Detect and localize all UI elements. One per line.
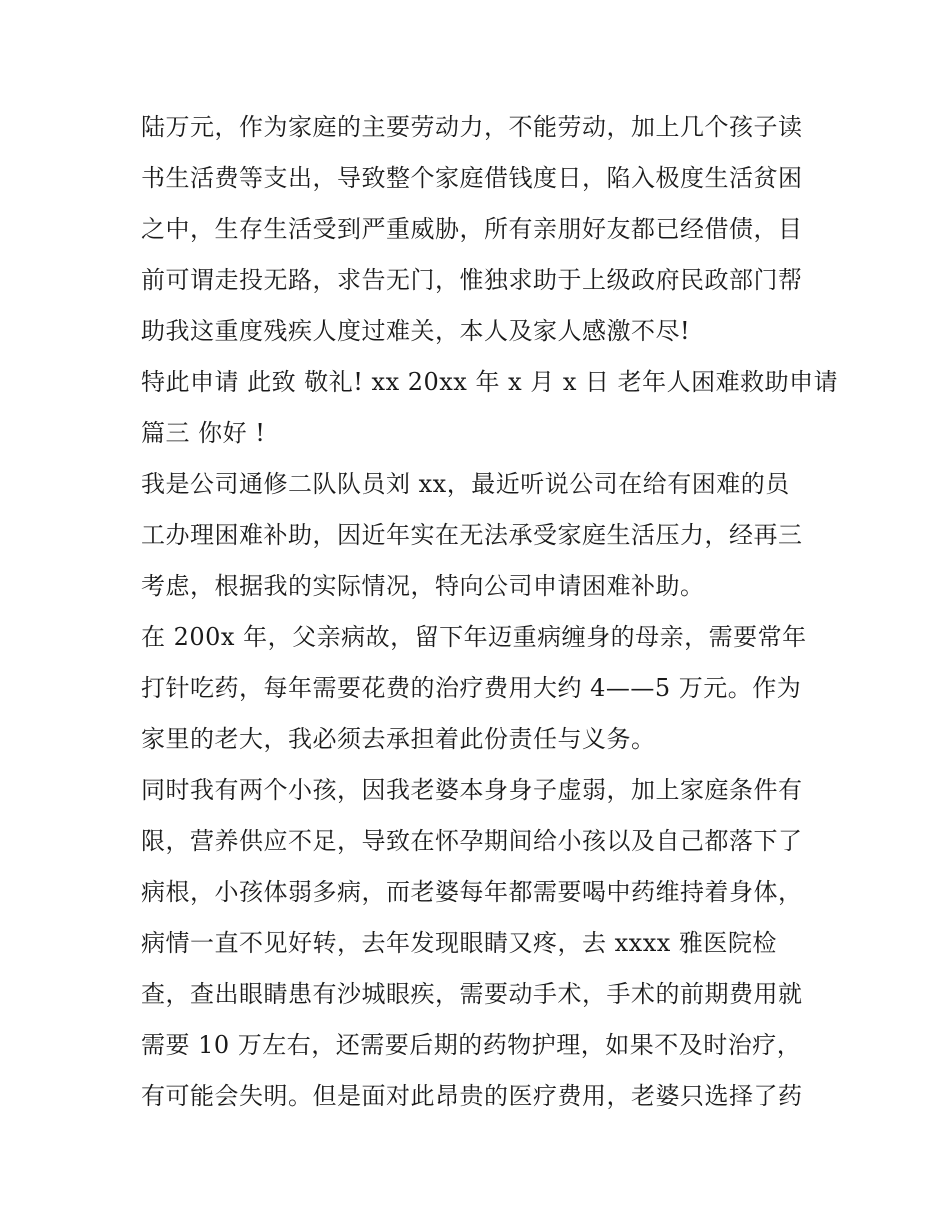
text-line: 打针吃药，每年需要花费的治疗费用大约 4——5 万元。作为 bbox=[141, 674, 802, 702]
text-line: 病根，小孩体弱多病，而老婆每年都需要喝中药维持着身体， bbox=[141, 878, 803, 906]
text-line: 书生活费等支出，导致整个家庭借钱度日，陷入极度生活贫困 bbox=[141, 164, 803, 192]
text-line: 需要 10 万左右，还需要后期的药物护理，如果不及时治疗， bbox=[141, 1031, 802, 1059]
text-line: 篇三 你好 ! bbox=[141, 419, 266, 447]
text-line: 家里的老大，我必须去承担着此份责任与义务。 bbox=[141, 725, 656, 753]
document-body bbox=[141, 102, 839, 1122]
text-line: 陆万元，作为家庭的主要劳动力，不能劳动，加上几个孩子读 bbox=[141, 113, 803, 141]
text-line: 助我这重度残疾人度过难关，本人及家人感激不尽! bbox=[141, 317, 691, 345]
text-line: 在 200x 年，父亲病故，留下年迈重病缠身的母亲，需要常年 bbox=[141, 623, 807, 651]
text-line: 我是公司通修二队队员刘 xx，最近听说公司在给有困难的员 bbox=[141, 470, 790, 498]
text-line: 病情一直不见好转，去年发现眼睛又疼，去 xxxx 雅医院检 bbox=[141, 929, 777, 957]
text-line: 特此申请 此致 敬礼! xx 20xx 年 x 月 x 日 老年人困难救助申请 bbox=[141, 368, 839, 396]
text-line: 前可谓走投无路，求告无门，惟独求助于上级政府民政部门帮 bbox=[141, 266, 803, 294]
text-line: 限，营养供应不足，导致在怀孕期间给小孩以及自己都落下了 bbox=[141, 827, 803, 855]
text-line: 查，查出眼睛患有沙城眼疾，需要动手术，手术的前期费用就 bbox=[141, 980, 803, 1008]
text-line: 有可能会失明。但是面对此昂贵的医疗费用，老婆只选择了药 bbox=[141, 1082, 803, 1110]
text-line: 之中，生存生活受到严重威胁，所有亲朋好友都已经借债，目 bbox=[141, 215, 803, 243]
text-line: 工办理困难补助，因近年实在无法承受家庭生活压力，经再三 bbox=[141, 521, 803, 549]
text-line: 同时我有两个小孩，因我老婆本身身子虚弱，加上家庭条件有 bbox=[141, 776, 803, 804]
text-line: 考虑，根据我的实际情况，特向公司申请困难补助。 bbox=[141, 572, 705, 600]
